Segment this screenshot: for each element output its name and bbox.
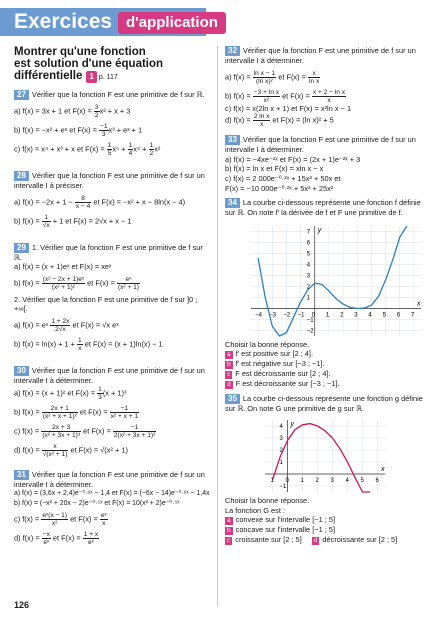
exercise-27 [14,90,209,157]
item-b: b) f(x) = $\frac{\text{−3 + ln x}}{\text{x²}}$ et F(x) = $\frac{\text{x + 2 − ln x}}{x}$ [225,88,346,104]
answer-option-c[interactable] [225,535,302,545]
exercise-30 [14,366,209,458]
option-letter: c [227,371,231,379]
exercise-number: 27 [14,90,29,100]
answer-option-d[interactable] [312,535,397,545]
item-c: c) f(x) = 2 000e⁻⁰·²ˣ + 15x² + 50x et [225,173,341,183]
x-tick-label: −2 [283,312,291,319]
choose-instruction: Choisir la bonne réponse. [225,495,310,505]
x-tick-label: 2 [315,477,319,484]
item-a: a) f(x) = (3,6x + 2,4)e⁻⁰·⁶ˣ − 1,4 et F(x) = (−6x − 14)e⁻⁰·⁶ˣ − 1,4x [14,490,210,498]
column-divider [217,46,218,606]
exercise-statement: La courbe ci-dessous représente une fonction f définie sur ℝ. On note f′ la dérivée de f et F une primitive de f. [225,198,421,218]
y-tick-label: 3 [279,435,283,442]
option-letter: b [227,361,231,369]
y-tick-label: 5 [306,251,311,258]
y-tick-label: 1 [306,295,311,302]
x-tick-label: 6 [396,312,401,319]
item-b: b) f(x) = −x² + eˣ et F(x) = $\frac{-1}{3}$ x³ + eˣ + 1 [14,123,143,138]
exercise-statement: 1. Vérifier que la fonction F est une primitive de f sur ℝ. [14,242,203,262]
y-tick-label: 4 [279,423,283,430]
answer-option-a[interactable] [225,515,425,525]
option-text: F est décroissante sur [2 ; 4]. [235,369,331,379]
item-a: a) f(x) = 3x + 1 et F(x) = $\frac{3}{2}$ x² + x + 3 [14,104,131,119]
exercise-statement: Vérifier que la fonction F est une primitive de f sur un intervalle I à déterminer. [225,46,416,65]
x-axis-label: x [417,300,421,308]
x-tick-label: −1 [297,312,305,319]
x-tick-label: 4 [368,312,372,319]
item-a: a) f(x) = (x + 1)² et F(x) = $\frac{1}{3}$ (x + 1)³ [14,385,127,401]
y-tick-label: 7 [306,229,311,236]
x-tick-label: −4 [255,312,262,319]
y-tick-label: −1 [279,483,287,490]
choose-instruction: Choisir la bonne réponse. [225,339,310,349]
x-tick-label: 0 [285,477,289,484]
x-tick-label: 1 [270,477,274,484]
section-banner [0,0,435,40]
y-tick-label: 6 [306,240,311,247]
option-text: croissante sur [2 ; 5] [235,535,302,545]
exercise-statement: Vérifier que la fonction F est une primitive de f sur un intervalle I à préciser. [14,171,205,190]
option-text: f′ est positive sur [2 ; 4]. [235,349,314,359]
item-c: c) f(x) = x⁴ + x³ + x et F(x) = $\frac{1}{5}$ x⁵ + $\frac{1}{4}$ x⁴ + $\frac{1}{2}$ x² [14,142,161,157]
item-d: d) f(x) = $\frac{\text{2 ln x}}{x}$ et F(x) = (ln x)² + 5 [225,113,334,129]
exercise-number: 28 [14,171,29,181]
option-letter: d [227,381,231,389]
item-b: b) f(x) = $\frac{2x + 1}{\text{(x² + x + 1)²}}$ et F(x) = $\frac{-1}{\text{x² + x + 1}}$ [14,404,139,420]
page-number: 126 [14,600,30,610]
exercise-number: 29 [14,243,29,253]
page-reference: p. 117 [98,74,118,81]
item-a: a) f(x) = $\frac{\text{ln x − 1}}{\text{(ln x)²}}$ et F(x) = $\frac{x}{\text{ln x}}$ [225,69,320,85]
answer-options [225,349,425,389]
x-tick-label: 3 [354,312,358,319]
item-b: b) f(x) = $\frac{\text{(x² − 2x + 1)eˣ}}{\text{(x² + 1)²}}$ et F(x) = $\frac{\text{eˣ}}{\text{(x² + 1)}}$ [14,275,140,291]
exercise-number: 30 [14,366,29,376]
exercise-number: 34 [225,198,240,208]
option-text: concave sur l'intervalle [−1 ; 5] [235,525,336,535]
section-heading [14,46,209,84]
banner-title: Exercices [14,10,113,33]
question-lead: La fonction G est : [225,505,285,515]
x-tick-label: 5 [360,477,364,484]
y-axis-label: y [290,420,294,428]
y-tick-label: 2 [279,447,283,454]
exercise-29 [14,243,209,352]
option-text: convexe sur l'intervalle [−1 ; 5] [235,515,336,525]
item-a: a) f(x) = (x + 1)eˣ et F(x) = xeˣ [14,262,112,272]
exercise-statement: Vérifier que la fonction F est une primitive de f sur un intervalle I à déterminer. [225,135,416,155]
y-tick-label: 4 [306,262,311,269]
item-c: a) f(x) = eˣ $\frac{1 + 2x}{2√x}$ et F(x) = √x eˣ [14,317,119,333]
y-tick-label: −1 [306,317,314,324]
answer-option-a[interactable] [225,349,425,359]
item-c: c) f(x) = x(2ln x + 1) et F(x) = x²ln x − 1 [225,103,352,113]
heading-line-1: Montrer qu'une fonction [14,46,146,58]
method-pin: 1 [86,71,96,83]
exercise-number: 33 [225,135,240,145]
item-d: d) f(x) = $\frac{x}{\text{√(x² + 1)}}$ et F(x) = √(x² + 1) [14,442,128,458]
exercise-34 [225,198,425,389]
item-b: b) f(x) = $\frac{1}{√x}$ + 1 et F(x) = 2√x + x − 1 [14,213,132,229]
y-axis-label: y [317,226,322,234]
exercise-35 [225,394,425,545]
item-b: b) f(x) = (−x² + 20x − 2)e⁻⁰·⁵ˣ et F(x) = 10(x² + 2)e⁻⁰·⁵ˣ [14,499,180,507]
chart-f [225,220,425,340]
item-d: b) f(x) = ln(x) + 1 + $\frac{1}{x}$ et F(x) = (x + 1)ln(x) − 1 [14,336,163,352]
answer-option-b[interactable] [225,525,425,535]
exercise-statement: La courbe ci-dessous représente une fonction g définie sur ℝ. On note G une primitive de g sur ℝ. [225,394,423,414]
exercise-28 [14,171,209,229]
x-tick-label: 1 [325,312,330,319]
option-text: décroissante sur [2 ; 5] [322,535,398,545]
x-tick-label: 3 [330,477,334,484]
answer-options [225,515,425,545]
exercise-32 [225,46,425,128]
option-letter: d [313,537,318,545]
x-tick-label: 1 [300,477,304,484]
exercise-number: 32 [225,46,240,56]
exercise-number: 35 [225,394,240,404]
item-c: c) f(x) = $\frac{2x + 3}{\text{(x² + 3x + 1)³}}$ et F(x) = $\frac{-1}{\text{2(x² + 3x + 1)²}}$ [14,423,156,439]
item-c: c) f(x) = $\frac{\text{eˣ(x − 1)}}{\text{x²}}$ et F(x) = $\frac{\text{eˣ}}{x}$ [14,512,107,528]
x-tick-label: 5 [382,312,386,319]
x-tick-label: 2 [340,312,344,319]
y-tick-label: 3 [306,273,311,280]
y-tick-label: 1 [279,459,283,466]
exercise-statement: Vérifier que la fonction F est une primitive de f sur un intervalle I à déterminer. [14,469,205,489]
x-tick-label: 6 [375,477,379,484]
item-d: d) f(x) = $\frac{-x}{\text{eˣ}}$ et F(x) = $\frac{1 + x}{\text{eˣ}}$ [14,531,99,547]
option-letter: b [227,527,231,535]
heading-line-2: est solution d'une équation [14,58,164,70]
option-text: f′ est négative sur [−3 ; −1]. [235,359,325,369]
item-c-cont: F(x) = −10 000e⁻⁰·²ˣ + 5x³ + 25x² [225,183,334,193]
option-letter: c [227,537,231,545]
item-a: a) f(x) = −4xe⁻²ˣ et F(x) = (2x + 1)e⁻²ˣ + 3 [225,154,361,164]
option-text: F est décroissante sur [−3 ; −1]. [235,379,340,389]
x-tick-label: 4 [345,477,349,484]
item-a: a) f(x) = −2x + 1 − $\frac{8}{x - 4}$ et F(x) = −x² + x − 8ln(x − 4) [14,194,186,210]
exercise-statement: Vérifier que la fonction F est une primitive de f sur ℝ. [31,90,205,99]
banner-subtitle: d'application [118,12,226,34]
right-column [225,44,425,545]
item-b: b) f(x) = ln x et F(x) = xln x − x [225,164,324,174]
exercise-statement-2: 2. Vérifier que la fonction F est une primitive de f sur ]0 ; +∞[. [14,294,198,314]
chart-g [225,416,425,496]
exercise-33 [225,135,425,193]
option-letter: a [227,517,231,525]
heading-line-3: différentielle [14,70,83,82]
y-tick-label: −2 [306,328,314,335]
x-axis-label: x [381,465,385,473]
answer-option-c[interactable] [225,369,425,379]
option-letter: a [227,351,231,359]
x-tick-label: 7 [410,312,415,319]
left-column [14,44,209,546]
exercise-31 [14,470,209,547]
y-tick-label: 2 [306,284,311,291]
exercise-statement: Vérifier que la fonction F est une primitive de f sur un intervalle I à déterminer. [14,365,205,385]
answer-option-d[interactable] [225,379,425,389]
answer-option-b[interactable] [225,359,425,369]
x-tick-label: −3 [269,312,277,319]
x-tick-label: 0 [311,312,316,319]
exercise-number: 31 [14,470,29,480]
